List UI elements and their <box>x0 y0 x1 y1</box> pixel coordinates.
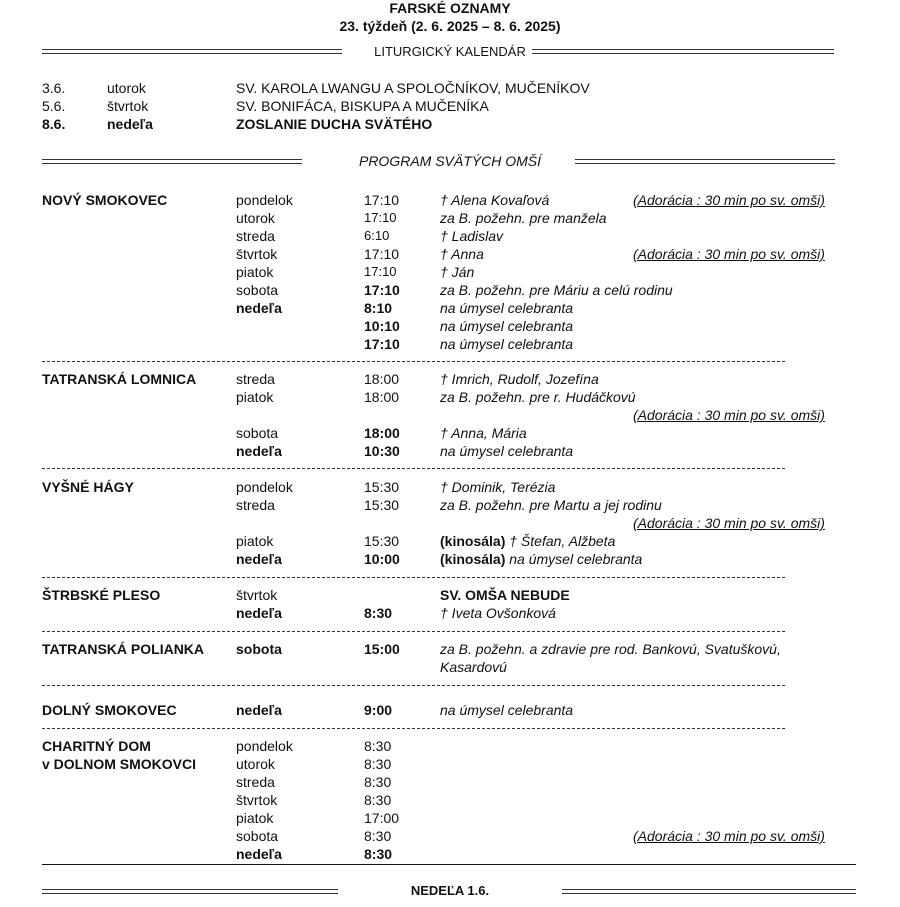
adoration-note: (Adorácia : 30 min po sv. omši) <box>633 828 825 844</box>
mass-day: piatok <box>236 810 274 826</box>
mass-time: 8:10 <box>364 300 393 316</box>
mass-time: 17:10 <box>364 246 400 262</box>
mass-cancelled-note: SV. OMŠA NEBUDE <box>440 587 570 603</box>
mass-time: 17:10 <box>364 192 400 208</box>
mass-time: 15:30 <box>364 497 400 513</box>
mass-intention: za B. požehn. pre Martu a jej rodinu <box>440 497 662 513</box>
place-name: TATRANSKÁ POLIANKA <box>42 641 205 657</box>
mass-day: sobota <box>236 828 279 844</box>
calendar-feast: SV. KAROLA LWANGU A SPOLOČNÍKOV, MUČENÍKOV <box>236 80 590 96</box>
venue-note: (kinosála) <box>440 533 506 549</box>
mass-day: piatok <box>236 389 274 405</box>
section-divider <box>42 361 785 362</box>
mass-day: štvrtok <box>236 587 278 603</box>
mass-day: streda <box>236 371 275 387</box>
mass-intention: † Imrich, Rudolf, Jozefína <box>440 371 599 387</box>
mass-day: nedeľa <box>236 300 282 316</box>
mass-intention: na úmysel celebranta <box>440 336 574 352</box>
calendar-date: 5.6. <box>42 98 66 114</box>
mass-day: štvrtok <box>236 792 278 808</box>
mass-day: pondelok <box>236 479 293 495</box>
mass-time: 17:10 <box>364 336 400 352</box>
mass-time: 9:00 <box>364 702 393 718</box>
place-name: CHARITNÝ DOM <box>42 738 151 754</box>
mass-time: 18:00 <box>364 371 400 387</box>
mass-time: 8:30 <box>364 792 392 808</box>
mass-time: 17:10 <box>364 210 397 225</box>
mass-time: 8:30 <box>364 756 392 772</box>
mass-day: pondelok <box>236 738 293 754</box>
mass-day: sobota <box>236 425 279 441</box>
mass-intention: † Anna, Mária <box>440 425 527 441</box>
mass-time: 8:30 <box>364 738 392 754</box>
mass-time: 18:00 <box>364 389 400 405</box>
sunday-heading: NEDEĽA 1.6. <box>410 883 490 898</box>
mass-intention-line <box>440 533 615 549</box>
place-name-continued: v DOLNOM SMOKOVCI <box>42 756 197 772</box>
mass-time: 8:30 <box>364 828 392 844</box>
place-name: VYŠNÉ HÁGY <box>42 479 134 495</box>
calendar-feast: ZOSLANIE DUCHA SVÄTÉHO <box>236 116 433 132</box>
section-divider <box>42 577 785 578</box>
mass-time: 8:30 <box>364 605 393 621</box>
mass-intention: za B. požehn. pre manžela <box>440 210 607 226</box>
mass-intention: † Anna <box>440 246 484 262</box>
mass-intention: na úmysel celebranta <box>505 551 643 567</box>
mass-time: 8:30 <box>364 846 393 862</box>
adoration-note: (Adorácia : 30 min po sv. omši) <box>633 192 825 208</box>
venue-note: (kinosála) <box>440 551 506 567</box>
mass-intention-continued: Kasardovú <box>440 659 507 675</box>
mass-day: utorok <box>236 210 275 226</box>
mass-day: štvrtok <box>236 246 278 262</box>
mass-day: nedeľa <box>236 551 282 567</box>
mass-intention: † Štefan, Alžbeta <box>505 533 616 549</box>
mass-day: sobota <box>236 641 282 657</box>
program-heading: PROGRAM SVÄTÝCH OMŠÍ <box>358 153 542 169</box>
mass-intention: na úmysel celebranta <box>440 443 574 459</box>
calendar-day: štvrtok <box>107 98 149 114</box>
mass-day: utorok <box>236 756 275 772</box>
calendar-day: nedeľa <box>107 116 153 132</box>
mass-intention: na úmysel celebranta <box>440 300 574 316</box>
mass-day: streda <box>236 497 275 513</box>
place-name: DOLNÝ SMOKOVEC <box>42 702 177 718</box>
mass-day: nedeľa <box>236 605 282 621</box>
mass-time: 15:30 <box>364 479 400 495</box>
section-divider <box>42 864 856 865</box>
mass-time: 15:30 <box>364 533 400 549</box>
calendar-day: utorok <box>107 80 146 96</box>
mass-day: nedeľa <box>236 846 282 862</box>
mass-time: 8:30 <box>364 774 392 790</box>
mass-intention: † Ján <box>440 264 475 280</box>
mass-intention: za B. požehn. pre r. Hudáčkovú <box>440 389 636 405</box>
mass-day: pondelok <box>236 192 293 208</box>
mass-intention: † Alena Kovaľová <box>440 192 550 208</box>
mass-time: 15:00 <box>364 641 400 657</box>
place-name: NOVÝ SMOKOVEC <box>42 192 168 208</box>
mass-day: piatok <box>236 533 274 549</box>
mass-day: piatok <box>236 264 274 280</box>
mass-intention: na úmysel celebranta <box>440 318 574 334</box>
place-name: TATRANSKÁ LOMNICA <box>42 371 197 387</box>
mass-intention: na úmysel celebranta <box>440 702 574 718</box>
place-name: ŠTRBSKÉ PLESO <box>42 587 161 603</box>
mass-time: 17:10 <box>364 264 397 279</box>
adoration-note: (Adorácia : 30 min po sv. omši) <box>633 407 825 423</box>
section-divider <box>42 631 785 632</box>
mass-intention: † Iveta Ovšonková <box>440 605 556 621</box>
mass-day: nedeľa <box>236 443 282 459</box>
mass-day: sobota <box>236 282 279 298</box>
week-subtitle: 23. týždeň (2. 6. 2025 – 8. 6. 2025) <box>339 18 561 34</box>
section-divider <box>42 728 785 729</box>
mass-time: 10:00 <box>364 551 400 567</box>
mass-time: 18:00 <box>364 425 400 441</box>
calendar-date: 3.6. <box>42 80 66 96</box>
calendar-date: 8.6. <box>42 116 66 132</box>
mass-time: 17:10 <box>364 282 400 298</box>
mass-intention: † Ladislav <box>440 228 504 244</box>
page-title: FARSKÉ OZNAMY <box>389 0 511 16</box>
mass-time: 10:30 <box>364 443 400 459</box>
divider <box>532 49 834 54</box>
calendar-heading: LITURGICKÝ KALENDÁR <box>374 44 526 59</box>
adoration-note: (Adorácia : 30 min po sv. omši) <box>633 515 825 531</box>
adoration-note: (Adorácia : 30 min po sv. omši) <box>633 246 825 262</box>
mass-intention: za B. požehn. pre Máriu a celú rodinu <box>440 282 673 298</box>
mass-time: 17:00 <box>364 810 400 826</box>
divider <box>575 159 835 164</box>
mass-day: streda <box>236 774 275 790</box>
mass-day: streda <box>236 228 275 244</box>
mass-intention: † Dominik, Terézia <box>440 479 556 495</box>
mass-time: 6:10 <box>364 228 390 243</box>
calendar-feast: SV. BONIFÁCA, BISKUPA A MUČENÍKA <box>236 98 489 114</box>
mass-time: 10:10 <box>364 318 400 334</box>
mass-intention-line <box>440 551 642 567</box>
section-divider <box>42 468 785 469</box>
mass-day: nedeľa <box>236 702 282 718</box>
section-divider <box>42 685 785 686</box>
divider <box>562 889 856 894</box>
mass-intention: za B. požehn. a zdravie pre rod. Bankovú, Svatuškovú, <box>440 641 781 657</box>
